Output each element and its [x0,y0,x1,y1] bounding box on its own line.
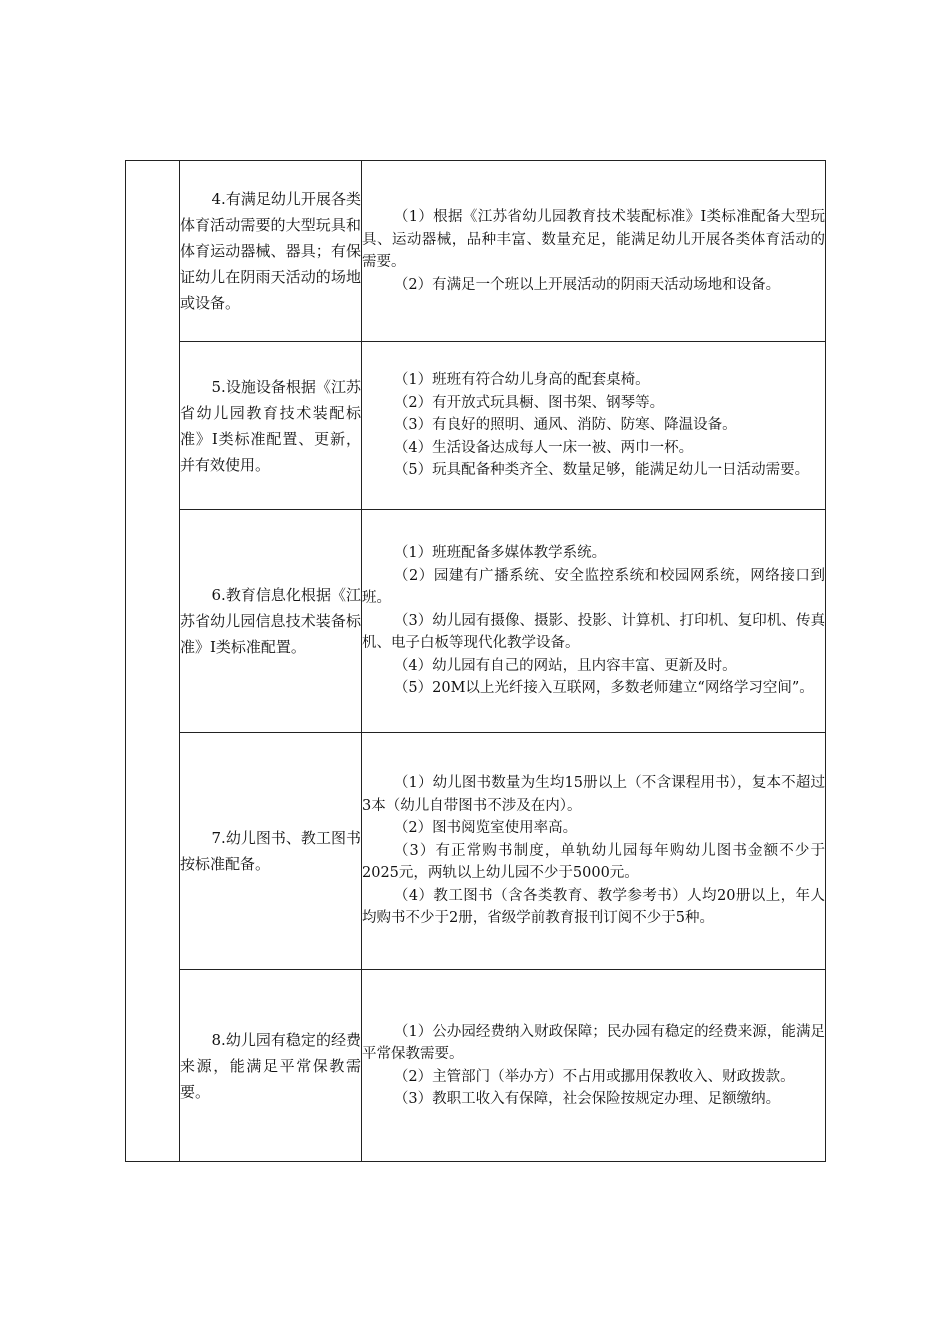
requirement-item: （3）有良好的照明、通风、消防、防寒、降温设备。 [393,417,737,434]
requirement-item: （1）幼儿图书数量为生均15册以上（不含课程用书），复本不超过3本（幼儿自带图书不涉及在内）。 [362,775,825,814]
criterion-text: 6.教育信息化根据《江苏省幼儿园信息技术装备标准》Ⅰ类标准配置。 [180,586,361,656]
requirement-item: （5）20M以上光纤接入互联网，多数老师建立“网络学习空间”。 [393,680,814,697]
requirement-item: （3）幼儿园有摄像、摄影、投影、计算机、打印机、复印机、传真机、电子白板等现代化教学设备。 [362,612,825,652]
requirement-item: （2）主管部门（举办方）不占用或挪用保教收入、财政拨款。 [393,1068,795,1085]
criterion-cell [180,510,362,733]
requirement-item: （1）根据《江苏省幼儿园教育技术装配标准》Ⅰ类标准配备大型玩具、运动器械，品种丰富、数量充足，能满足幼儿开展各类体育活动的需要。 [362,209,825,270]
requirement-item: （5）玩具配备种类齐全、数量足够，能满足幼儿一日活动需要。 [393,462,810,479]
category-cell [126,161,180,1162]
requirement-item: （3）有正常购书制度，单轨幼儿园每年购幼儿图书金额不少于2025元，两轨以上幼儿园不少于5000元。 [362,842,825,882]
table-row [126,161,826,342]
criterion-cell [180,342,362,510]
requirement-item: （1）班班配备多媒体教学系统。 [393,545,607,562]
requirement-item: （4）生活设备达成每人一床一被、两巾一杯。 [393,439,694,456]
criterion-text: 7.幼儿图书、教工图书按标准配备。 [180,829,361,873]
requirement-item: （4）幼儿园有自己的网站，且内容丰富、更新及时。 [393,657,737,674]
requirement-item: （2）有开放式玩具橱、图书架、钢琴等。 [393,394,665,411]
requirement-item: （1）公办园经费纳入财政保障；民办园有稳定的经费来源，能满足平常保教需要。 [362,1023,825,1062]
criterion-text: 5.设施设备根据《江苏省幼儿园教育技术装配标准》Ⅰ类标准配置、更新，并有效使用。 [180,377,361,474]
table-row [126,970,826,1162]
standards-table [125,160,826,1162]
requirements-cell [362,161,826,342]
requirements-cell [362,733,826,970]
criterion-text: 8.幼儿园有稳定的经费来源，能满足平常保教需要。 [180,1030,361,1101]
criterion-text: 4.有满足幼儿开展各类体育活动需要的大型玩具和体育运动器械、器具；有保证幼儿在阴雨天活动的场地或设备。 [180,190,361,312]
criterion-cell [180,161,362,342]
table-row [126,733,826,970]
requirement-item: （2）园建有广播系统、安全监控系统和校园网系统，网络接口到班。 [362,567,825,607]
requirement-item: （2）图书阅览室使用率高。 [393,820,578,837]
requirements-cell [362,970,826,1162]
requirement-item: （1）班班有符合幼儿身高的配套桌椅。 [393,372,650,389]
requirements-cell [362,510,826,733]
table-row [126,510,826,733]
criterion-cell [180,970,362,1162]
criterion-cell [180,733,362,970]
requirement-item: （2）有满足一个班以上开展活动的阴雨天活动场地和设备。 [393,276,781,293]
requirements-cell [362,342,826,510]
requirement-item: （4）教工图书（含各类教育、教学参考书）人均20册以上，年人均购书不少于2册，省级学前教育报刊订阅不少于5种。 [362,887,825,927]
requirement-item: （3）教职工收入有保障，社会保险按规定办理、足额缴纳。 [393,1091,781,1107]
table-row [126,342,826,510]
